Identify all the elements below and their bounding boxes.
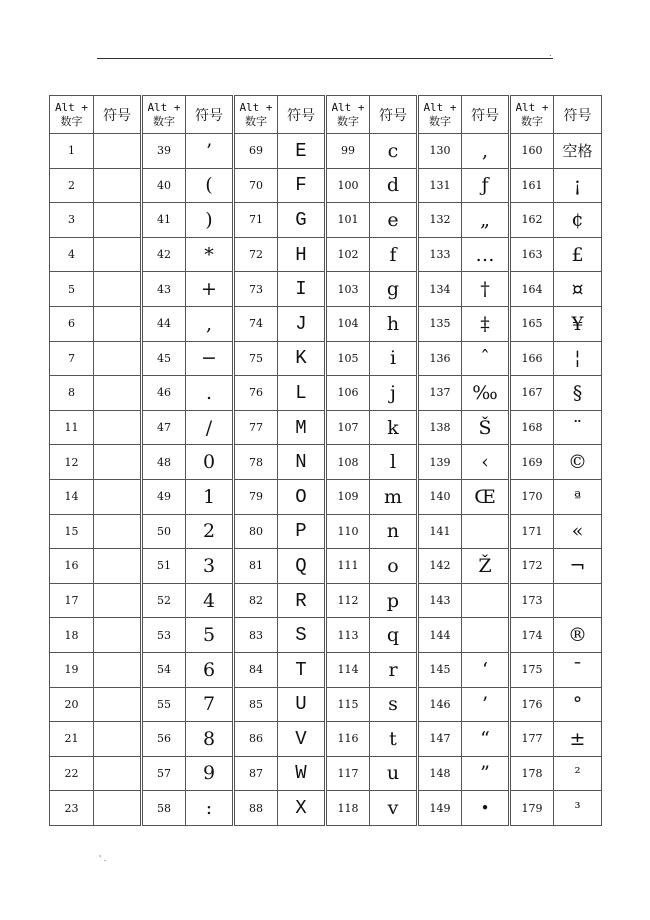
- symbol-cell: ‘: [462, 652, 510, 687]
- alt-code-cell: 58: [142, 791, 186, 826]
- alt-code-cell: 116: [326, 722, 370, 757]
- symbol-cell: +: [186, 272, 234, 307]
- symbol-cell: [94, 618, 142, 653]
- alt-code-cell: 141: [418, 514, 462, 549]
- symbol-cell: £: [554, 237, 602, 272]
- symbol-cell: [94, 652, 142, 687]
- table-row: [50, 722, 602, 757]
- alt-code-cell: 81: [234, 549, 278, 584]
- top-mark: .: [549, 49, 552, 58]
- symbol-cell: E: [278, 134, 326, 169]
- symbol-cell: ˆ: [462, 341, 510, 376]
- alt-code-cell: 77: [234, 410, 278, 445]
- alt-code-cell: 134: [418, 272, 462, 307]
- symbol-cell: ¡: [554, 168, 602, 203]
- alt-code-cell: 118: [326, 791, 370, 826]
- symbol-cell: 3: [186, 549, 234, 584]
- alt-code-cell: 104: [326, 306, 370, 341]
- symbol-cell: [94, 756, 142, 791]
- symbol-cell: Š: [462, 410, 510, 445]
- symbol-cell: /: [186, 410, 234, 445]
- alt-code-cell: 41: [142, 203, 186, 238]
- alt-code-cell: 51: [142, 549, 186, 584]
- header-alt-line1: Alt +: [147, 100, 181, 114]
- alt-code-cell: 78: [234, 445, 278, 480]
- alt-code-cell: 7: [50, 341, 94, 376]
- symbol-cell: [94, 272, 142, 307]
- alt-code-cell: 20: [50, 687, 94, 722]
- alt-code-cell: 147: [418, 722, 462, 757]
- alt-code-cell: 173: [510, 583, 554, 618]
- alt-code-cell: 143: [418, 583, 462, 618]
- alt-code-table: [49, 95, 602, 826]
- alt-code-cell: 22: [50, 756, 94, 791]
- alt-code-cell: 42: [142, 237, 186, 272]
- symbol-cell: f: [370, 237, 418, 272]
- alt-code-cell: 11: [50, 410, 94, 445]
- symbol-cell: T: [278, 652, 326, 687]
- alt-code-cell: 53: [142, 618, 186, 653]
- alt-code-cell: 132: [418, 203, 462, 238]
- symbol-cell: 5: [186, 618, 234, 653]
- alt-code-cell: 145: [418, 652, 462, 687]
- symbol-cell: Q: [278, 549, 326, 584]
- table-row: [50, 618, 602, 653]
- symbol-cell: ¦: [554, 341, 602, 376]
- symbol-cell: [94, 341, 142, 376]
- alt-code-cell: 168: [510, 410, 554, 445]
- symbol-cell: F: [278, 168, 326, 203]
- table-row: [50, 791, 602, 826]
- symbol-cell: [94, 134, 142, 169]
- symbol-cell: v: [370, 791, 418, 826]
- alt-code-cell: 176: [510, 687, 554, 722]
- symbol-cell: :: [186, 791, 234, 826]
- header-alt-code: [234, 96, 278, 134]
- symbol-cell: V: [278, 722, 326, 757]
- table-row: [50, 549, 602, 584]
- symbol-cell: ’: [186, 134, 234, 169]
- symbol-cell: c: [370, 134, 418, 169]
- table-row: [50, 479, 602, 514]
- alt-code-cell: 73: [234, 272, 278, 307]
- alt-code-cell: 17: [50, 583, 94, 618]
- alt-code-cell: 107: [326, 410, 370, 445]
- symbol-cell: e: [370, 203, 418, 238]
- symbol-cell: [94, 376, 142, 411]
- symbol-cell: G: [278, 203, 326, 238]
- alt-code-cell: 8: [50, 376, 94, 411]
- alt-code-cell: 165: [510, 306, 554, 341]
- symbol-cell: ¤: [554, 272, 602, 307]
- symbol-cell: ,: [186, 306, 234, 341]
- alt-code-cell: 164: [510, 272, 554, 307]
- symbol-cell: I: [278, 272, 326, 307]
- alt-code-cell: 111: [326, 549, 370, 584]
- alt-code-cell: 115: [326, 687, 370, 722]
- symbol-cell: i: [370, 341, 418, 376]
- symbol-cell: 7: [186, 687, 234, 722]
- symbol-cell: [94, 445, 142, 480]
- symbol-cell: [94, 722, 142, 757]
- symbol-cell: J: [278, 306, 326, 341]
- symbol-cell: t: [370, 722, 418, 757]
- alt-code-cell: 175: [510, 652, 554, 687]
- header-symbol: 符号: [462, 96, 510, 134]
- alt-code-cell: 75: [234, 341, 278, 376]
- symbol-cell: [554, 583, 602, 618]
- alt-code-cell: 44: [142, 306, 186, 341]
- alt-code-cell: 137: [418, 376, 462, 411]
- symbol-cell: ¬: [554, 549, 602, 584]
- symbol-cell: ‹: [462, 445, 510, 480]
- header-symbol: 符号: [554, 96, 602, 134]
- alt-code-cell: 4: [50, 237, 94, 272]
- alt-code-cell: 69: [234, 134, 278, 169]
- symbol-cell: 1: [186, 479, 234, 514]
- alt-code-cell: 131: [418, 168, 462, 203]
- alt-code-cell: 52: [142, 583, 186, 618]
- alt-code-cell: 133: [418, 237, 462, 272]
- symbol-cell: ®: [554, 618, 602, 653]
- symbol-cell: „: [462, 203, 510, 238]
- symbol-cell: H: [278, 237, 326, 272]
- symbol-cell: R: [278, 583, 326, 618]
- table-row: [50, 272, 602, 307]
- symbol-cell: ¨: [554, 410, 602, 445]
- alt-code-cell: 179: [510, 791, 554, 826]
- symbol-cell: 2: [186, 514, 234, 549]
- alt-code-cell: 57: [142, 756, 186, 791]
- symbol-cell: r: [370, 652, 418, 687]
- alt-code-cell: 149: [418, 791, 462, 826]
- alt-code-cell: 103: [326, 272, 370, 307]
- alt-code-cell: 56: [142, 722, 186, 757]
- alt-code-cell: 113: [326, 618, 370, 653]
- symbol-cell: m: [370, 479, 418, 514]
- alt-code-cell: 136: [418, 341, 462, 376]
- alt-code-cell: 21: [50, 722, 94, 757]
- symbol-cell: ”: [462, 756, 510, 791]
- symbol-cell: ’: [462, 687, 510, 722]
- alt-code-cell: 167: [510, 376, 554, 411]
- symbol-cell: [462, 618, 510, 653]
- alt-code-cell: 49: [142, 479, 186, 514]
- symbol-cell: j: [370, 376, 418, 411]
- symbol-cell: (: [186, 168, 234, 203]
- alt-code-cell: 117: [326, 756, 370, 791]
- alt-code-cell: 45: [142, 341, 186, 376]
- symbol-cell: o: [370, 549, 418, 584]
- symbol-cell: S: [278, 618, 326, 653]
- footer-mark: ' .: [99, 854, 107, 863]
- alt-code-cell: 5: [50, 272, 94, 307]
- alt-code-cell: 102: [326, 237, 370, 272]
- header-alt-line2: 数字: [153, 114, 175, 128]
- alt-code-cell: 100: [326, 168, 370, 203]
- symbol-cell: g: [370, 272, 418, 307]
- table-row: [50, 341, 602, 376]
- table-row: [50, 237, 602, 272]
- alt-code-cell: 140: [418, 479, 462, 514]
- symbol-cell: ©: [554, 445, 602, 480]
- symbol-cell: ³: [554, 791, 602, 826]
- symbol-cell: [94, 168, 142, 203]
- alt-code-cell: 82: [234, 583, 278, 618]
- alt-code-cell: 87: [234, 756, 278, 791]
- symbol-cell: 8: [186, 722, 234, 757]
- header-alt-line1: Alt +: [239, 100, 273, 114]
- header-alt-code: [510, 96, 554, 134]
- symbol-cell: l: [370, 445, 418, 480]
- symbol-cell: *: [186, 237, 234, 272]
- table-row: [50, 168, 602, 203]
- alt-code-cell: 46: [142, 376, 186, 411]
- symbol-cell: [94, 549, 142, 584]
- alt-code-cell: 99: [326, 134, 370, 169]
- symbol-cell: M: [278, 410, 326, 445]
- alt-code-cell: 55: [142, 687, 186, 722]
- alt-code-cell: 174: [510, 618, 554, 653]
- alt-code-cell: 71: [234, 203, 278, 238]
- symbol-cell: [94, 583, 142, 618]
- alt-code-cell: 177: [510, 722, 554, 757]
- table-row: [50, 376, 602, 411]
- alt-code-cell: 16: [50, 549, 94, 584]
- alt-code-cell: 43: [142, 272, 186, 307]
- alt-code-cell: 74: [234, 306, 278, 341]
- table-row: [50, 445, 602, 480]
- alt-code-cell: 85: [234, 687, 278, 722]
- header-alt-line1: Alt +: [515, 100, 549, 114]
- symbol-cell: ƒ: [462, 168, 510, 203]
- symbol-cell: †: [462, 272, 510, 307]
- alt-code-cell: 40: [142, 168, 186, 203]
- alt-code-cell: 18: [50, 618, 94, 653]
- header-alt-line1: Alt +: [331, 100, 365, 114]
- header-symbol: 符号: [370, 96, 418, 134]
- alt-code-cell: 72: [234, 237, 278, 272]
- alt-code-cell: 106: [326, 376, 370, 411]
- table-row: [50, 583, 602, 618]
- header-alt-line1: Alt +: [423, 100, 457, 114]
- symbol-cell: X: [278, 791, 326, 826]
- alt-code-cell: 80: [234, 514, 278, 549]
- symbol-cell: ¢: [554, 203, 602, 238]
- alt-code-cell: 161: [510, 168, 554, 203]
- table-row: [50, 203, 602, 238]
- table-row: [50, 410, 602, 445]
- symbol-cell: [462, 514, 510, 549]
- symbol-cell: L: [278, 376, 326, 411]
- symbol-cell: «: [554, 514, 602, 549]
- symbol-cell: Ž: [462, 549, 510, 584]
- symbol-cell: 6: [186, 652, 234, 687]
- symbol-cell: ±: [554, 722, 602, 757]
- symbol-cell: ª: [554, 479, 602, 514]
- symbol-cell: .: [186, 376, 234, 411]
- symbol-cell: u: [370, 756, 418, 791]
- alt-code-cell: 79: [234, 479, 278, 514]
- header-alt-line2: 数字: [429, 114, 451, 128]
- header-alt-code: [50, 96, 94, 134]
- symbol-cell: −: [186, 341, 234, 376]
- symbol-cell: d: [370, 168, 418, 203]
- header-alt-code: [142, 96, 186, 134]
- alt-code-cell: 83: [234, 618, 278, 653]
- symbol-cell: 9: [186, 756, 234, 791]
- alt-code-cell: 130: [418, 134, 462, 169]
- table-row: [50, 687, 602, 722]
- alt-code-cell: 146: [418, 687, 462, 722]
- table-row: [50, 306, 602, 341]
- symbol-cell: ‰: [462, 376, 510, 411]
- symbol-cell: n: [370, 514, 418, 549]
- alt-code-cell: 47: [142, 410, 186, 445]
- alt-code-cell: 162: [510, 203, 554, 238]
- alt-code-cell: 39: [142, 134, 186, 169]
- alt-code-cell: 160: [510, 134, 554, 169]
- alt-code-cell: 135: [418, 306, 462, 341]
- alt-code-cell: 170: [510, 479, 554, 514]
- header-symbol: 符号: [94, 96, 142, 134]
- symbol-cell: ‡: [462, 306, 510, 341]
- table-row: [50, 134, 602, 169]
- symbol-cell: U: [278, 687, 326, 722]
- alt-code-cell: 169: [510, 445, 554, 480]
- symbol-cell: q: [370, 618, 418, 653]
- symbol-cell: W: [278, 756, 326, 791]
- symbol-cell: ): [186, 203, 234, 238]
- symbol-cell: ,: [462, 134, 510, 169]
- alt-code-cell: 15: [50, 514, 94, 549]
- alt-code-cell: 110: [326, 514, 370, 549]
- alt-code-cell: 48: [142, 445, 186, 480]
- symbol-cell: ²: [554, 756, 602, 791]
- symbol-cell: [94, 791, 142, 826]
- symbol-cell: K: [278, 341, 326, 376]
- symbol-cell: “: [462, 722, 510, 757]
- symbol-cell: [94, 306, 142, 341]
- symbol-cell: Œ: [462, 479, 510, 514]
- symbol-cell: k: [370, 410, 418, 445]
- header-alt-line2: 数字: [337, 114, 359, 128]
- symbol-cell: °: [554, 687, 602, 722]
- alt-code-cell: 142: [418, 549, 462, 584]
- symbol-cell: p: [370, 583, 418, 618]
- symbol-cell: ¯: [554, 652, 602, 687]
- alt-code-cell: 88: [234, 791, 278, 826]
- symbol-cell: [462, 583, 510, 618]
- symbol-cell: [94, 479, 142, 514]
- header-alt-line1: Alt +: [54, 100, 89, 114]
- header-symbol: 符号: [278, 96, 326, 134]
- alt-code-cell: 112: [326, 583, 370, 618]
- symbol-cell: [94, 687, 142, 722]
- symbol-cell: h: [370, 306, 418, 341]
- alt-code-cell: 144: [418, 618, 462, 653]
- table-row: [50, 514, 602, 549]
- symbol-cell: 4: [186, 583, 234, 618]
- symbol-cell: P: [278, 514, 326, 549]
- header-alt-code: [326, 96, 370, 134]
- alt-code-cell: 148: [418, 756, 462, 791]
- symbol-cell: [94, 410, 142, 445]
- alt-code-cell: 171: [510, 514, 554, 549]
- symbol-cell: •: [462, 791, 510, 826]
- alt-code-cell: 19: [50, 652, 94, 687]
- alt-code-cell: 178: [510, 756, 554, 791]
- alt-code-cell: 105: [326, 341, 370, 376]
- alt-code-cell: 6: [50, 306, 94, 341]
- alt-code-cell: 172: [510, 549, 554, 584]
- header-alt-line2: 数字: [60, 114, 83, 128]
- symbol-cell: 空格: [554, 134, 602, 169]
- alt-code-cell: 139: [418, 445, 462, 480]
- alt-code-cell: 101: [326, 203, 370, 238]
- symbol-cell: …: [462, 237, 510, 272]
- header-row: [50, 96, 602, 134]
- alt-code-cell: 50: [142, 514, 186, 549]
- alt-code-cell: 163: [510, 237, 554, 272]
- symbol-cell: [94, 514, 142, 549]
- symbol-cell: s: [370, 687, 418, 722]
- symbol-cell: N: [278, 445, 326, 480]
- symbol-cell: ¥: [554, 306, 602, 341]
- alt-code-cell: 54: [142, 652, 186, 687]
- alt-code-cell: 86: [234, 722, 278, 757]
- alt-code-cell: 166: [510, 341, 554, 376]
- alt-code-cell: 3: [50, 203, 94, 238]
- table-row: [50, 756, 602, 791]
- symbol-cell: O: [278, 479, 326, 514]
- alt-code-cell: 1: [50, 134, 94, 169]
- symbol-cell: [94, 237, 142, 272]
- alt-code-cell: 23: [50, 791, 94, 826]
- symbol-cell: 0: [186, 445, 234, 480]
- alt-code-cell: 109: [326, 479, 370, 514]
- header-alt-line2: 数字: [245, 114, 267, 128]
- alt-code-cell: 12: [50, 445, 94, 480]
- top-rule: [97, 58, 553, 59]
- table-row: [50, 652, 602, 687]
- alt-code-cell: 2: [50, 168, 94, 203]
- header-symbol: 符号: [186, 96, 234, 134]
- header-alt-line2: 数字: [521, 114, 543, 128]
- alt-code-cell: 138: [418, 410, 462, 445]
- alt-code-cell: 84: [234, 652, 278, 687]
- table-body: [50, 134, 602, 826]
- header-alt-code: [418, 96, 462, 134]
- symbol-cell: [94, 203, 142, 238]
- alt-code-cell: 76: [234, 376, 278, 411]
- alt-code-cell: 14: [50, 479, 94, 514]
- alt-code-cell: 114: [326, 652, 370, 687]
- symbol-cell: §: [554, 376, 602, 411]
- alt-code-cell: 108: [326, 445, 370, 480]
- alt-code-cell: 70: [234, 168, 278, 203]
